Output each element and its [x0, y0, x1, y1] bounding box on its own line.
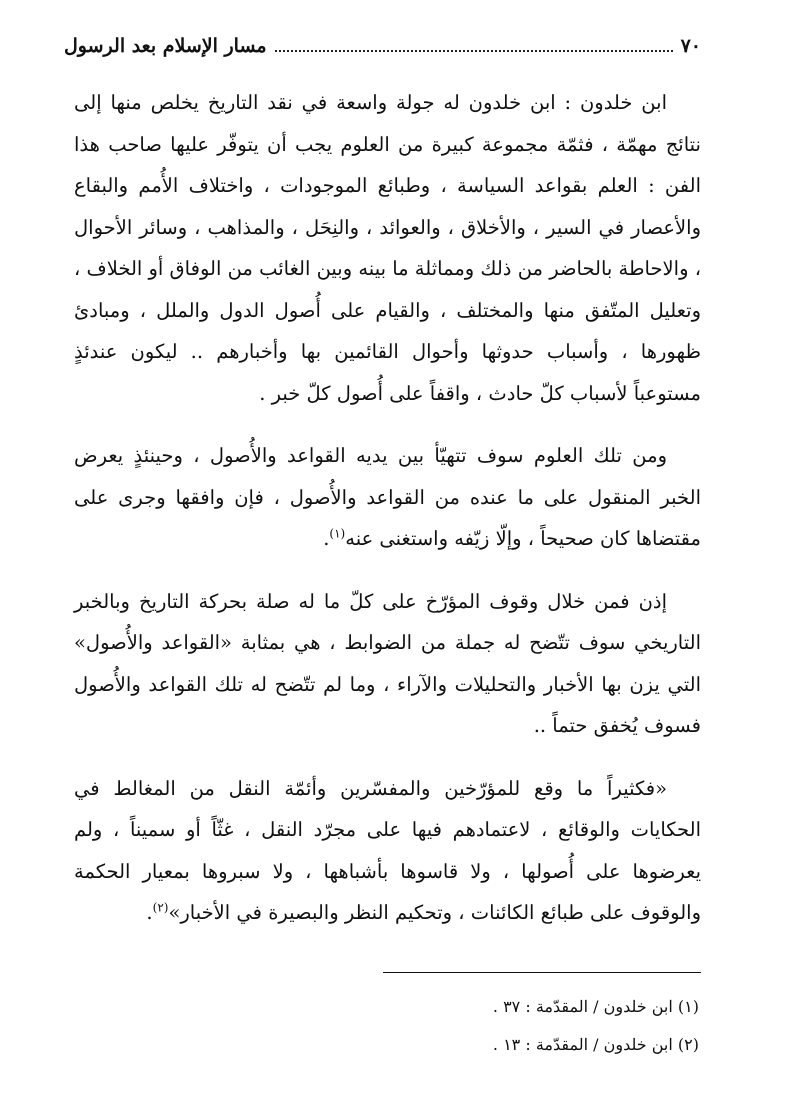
footnote-ref-2: (٢) — [152, 900, 169, 915]
paragraph-text: إذن فمن خلال وقوف المؤرّخ على كلّ ما له صلة بحركة التاريخ وبالخبر التاريخي سوف تتّضح له جملة من الضوابط ، هي بمثابة «القواعد والأُصول» التي يزن بها الأخبار والتحليلات والآراء ، وما لم تتّضح له تلك القواعد والأُصول فسوف يُخفق حتماً .. — [74, 589, 701, 737]
footnote-separator — [383, 972, 701, 973]
paragraph-historian-criteria — [74, 581, 701, 747]
paragraph-quotation — [74, 768, 701, 934]
header-dotted-leader — [275, 50, 673, 52]
footnote-1: (١) ابن خلدون / المقدّمة : ٣٧ . — [492, 997, 699, 1016]
paragraph-text: ابن خلدون : ابن خلدون له جولة واسعة في نقد التاريخ يخلص منها إلى نتائج مهمّة ، فثمّة مجموعة كبيرة من العلوم يجب أن يتوفّر عليها صاحب هذا الفن : العلم بقواعد السياسة ، وطبائع الموجودات ، واختلاف الأُمم والبقاع والأعصار في السير ، والأخلاق ، والعوائد ، والنِحَل ، والمذاهب ، وسائر الأحوال ، والاحاطة بالحاضر من ذلك ومماثلة ما بينه وبين الغائب من الوفاق أو الخلاف ، وتعليل المتّفق منها والمختلف ، والقيام على أُصول الدول والملل ، ومبادئ ظهورها ، وأسباب حدوثها وأحوال القائمين بها وأخبارهم .. ليكون عندئذٍ مستوعباً لأسباب كلّ حادث ، واقفاً على أُصول كلّ خبر . — [74, 91, 701, 405]
page-number: ٧٠ — [680, 35, 701, 57]
paragraph-text: ومن تلك العلوم سوف تتهيّأ بين يديه القواعد والأُصول ، وحينئذٍ يعرض الخبر المنقول على ما عنده من القواعد والأُصول ، فإن وافقها وجرى على مقتضاها كان صحيحاً ، وإلّا زيّفه واستغنى عنه — [74, 444, 701, 550]
paragraph-text: «فكثيراً ما وقع للمؤرّخين والمفسّرين وأئمّة النقل من المغالط في الحكايات والوقائع ، لاعتمادهم فيها على مجرّد النقل ، غثّاً أو سميناً ، ولم يعرضوها على أُصولها ، ولا قاسوها بأشباهها ، ولا سبروها بمعيار الحكمة والوقوف على طبائع الكائنات ، وتحكيم النظر والبصيرة في الأخبار» — [74, 776, 701, 924]
running-title: مسار الإسلام بعد الرسول — [64, 35, 267, 57]
paragraph-end-mark: . — [146, 901, 153, 924]
paragraph-ibn-khaldun-intro — [74, 82, 701, 414]
paragraph-rules-and-principles — [74, 435, 701, 560]
running-header — [64, 28, 701, 58]
body-text — [74, 82, 701, 955]
paragraph-end-mark: . — [323, 527, 330, 550]
footnote-ref-1: (١) — [329, 526, 346, 541]
footnotes — [261, 988, 701, 1064]
footnote-2: (٢) ابن خلدون / المقدّمة : ١٣ . — [492, 1035, 699, 1054]
